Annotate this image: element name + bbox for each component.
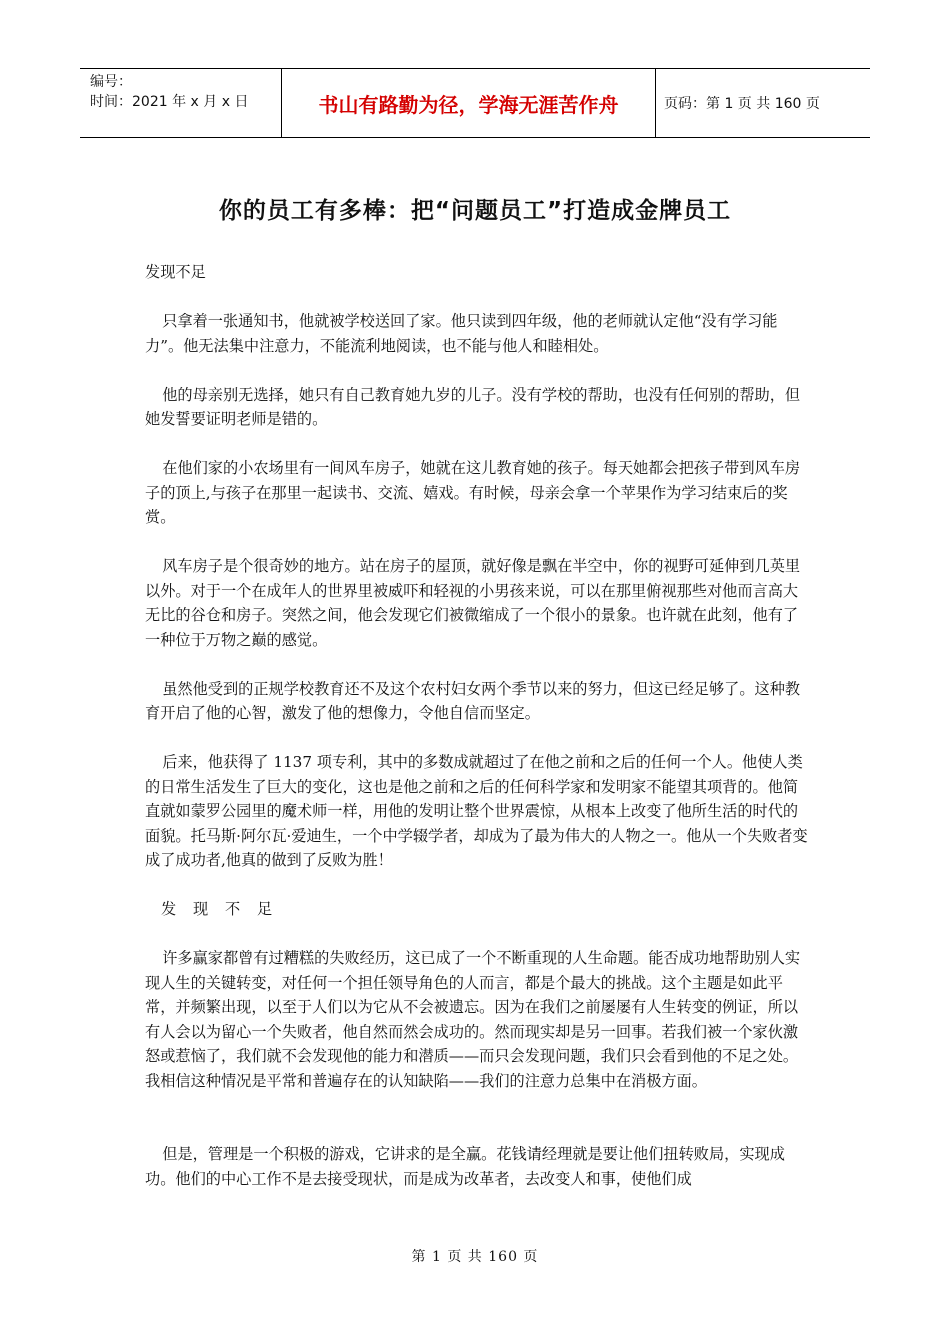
section-heading-2: 发 现 不 足: [161, 900, 279, 918]
paragraph-4: 风车房子是个很奇妙的地方。站在房子的屋顶，就好像是飘在半空中，你的视野可延伸到几英里以外。对于一个在成年人的世界里被威吓和轻视的小男孩来说，可以在那里俯视那些对他而言高大无比的谷仓和房子。突然之间，他会发现它们被微缩成了一个很小的景象。也许就在此刻，他有了一种位于万物之巅的感觉。: [145, 557, 801, 649]
paragraph-8: 但是，管理是一个积极的游戏，它讲求的是全赢。花钱请经理就是要让他们扭转败局，实现成功。他们的中心工作不是去接受现状，而是成为改革者，去改变人和事，使他们成: [145, 1145, 785, 1188]
doc-time-label: 时间：2021 年 x 月 x 日: [90, 94, 249, 110]
paragraph-7: 许多赢家都曾有过糟糕的失败经历，这已成了一个不断重现的人生命题。能否成功地帮助别人实现人生的关键转变，对任何一个担任领导角色的人而言，都是个最大的挑战。这个主题是如此平常，并频繁出现，以至于人们以为它从不会被遗忘。因为在我们之前屡屡有人生转变的例证，所以有人会以为留心一个失败者，他自然而然会成功的。然而现实却是另一回事。若我们被一个家伙激怒或惹恼了，我们就不会发现他的能力和潜质——而只会发现问题，我们只会看到他的不足之处。我相信这种情况是平常和普遍存在的认知缺陷——我们的注意力总集中在消极方面。: [145, 949, 801, 1090]
paragraph-1: 只拿着一张通知书，他就被学校送回了家。他只读到四年级，他的老师就认定他“没有学习能力”。他无法集中注意力，不能流利地阅读，也不能与他人和睦相处。: [145, 312, 778, 355]
paragraph-5: 虽然他受到的正规学校教育还不及这个农村妇女两个季节以来的努力，但这已经足够了。这种教育开启了他的心智，激发了他的想像力，令他自信而坚定。: [145, 679, 801, 722]
document-body: [145, 260, 810, 1191]
section-heading-1: 发现不足: [145, 263, 206, 281]
page-info-text: 页码：第 1 页 共 160 页: [664, 96, 820, 112]
header-motto: [282, 69, 656, 137]
paragraph-3: 在他们家的小农场里有一间风车房子，她就在这儿教育她的孩子。每天她都会把孩子带到风车房子的顶上,与孩子在那里一起读书、交流、嬉戏。有时候，母亲会拿一个苹果作为学习结束后的奖赏。: [145, 459, 801, 526]
page-footer: 第 1 页 共 160 页: [411, 1249, 539, 1265]
motto-text: 书山有路勤为径，学海无涯苦作舟: [318, 92, 619, 117]
document-title: 你的员工有多棒：把“问题员工”打造成金牌员工: [218, 198, 732, 224]
paragraph-2: 他的母亲别无选择，她只有自己教育她九岁的儿子。没有学校的帮助，也没有任何别的帮助，但她发誓要证明老师是错的。: [145, 385, 801, 428]
doc-number-label: 编号：: [90, 74, 132, 90]
paragraph-6: 后来，他获得了 1137 项专利，其中的多数成就超过了在他之前和之后的任何一个人。他使人类的日常生活发生了巨大的变化，这也是他之前和之后的任何科学家和发明家不能望其项背的。他简直就如蒙罗公园里的魔术师一样，用他的发明让整个世界震惊，从根本上改变了他所生活的时代的面貌。托马斯·阿尔瓦·爱迪生，一个中学辍学者，却成为了最为伟大的人物之一。他从一个失败者变成了成功者,他真的做到了反败为胜！: [145, 753, 808, 869]
header-page-info: [656, 69, 870, 137]
page-header: [80, 68, 870, 138]
header-meta: [80, 69, 282, 137]
